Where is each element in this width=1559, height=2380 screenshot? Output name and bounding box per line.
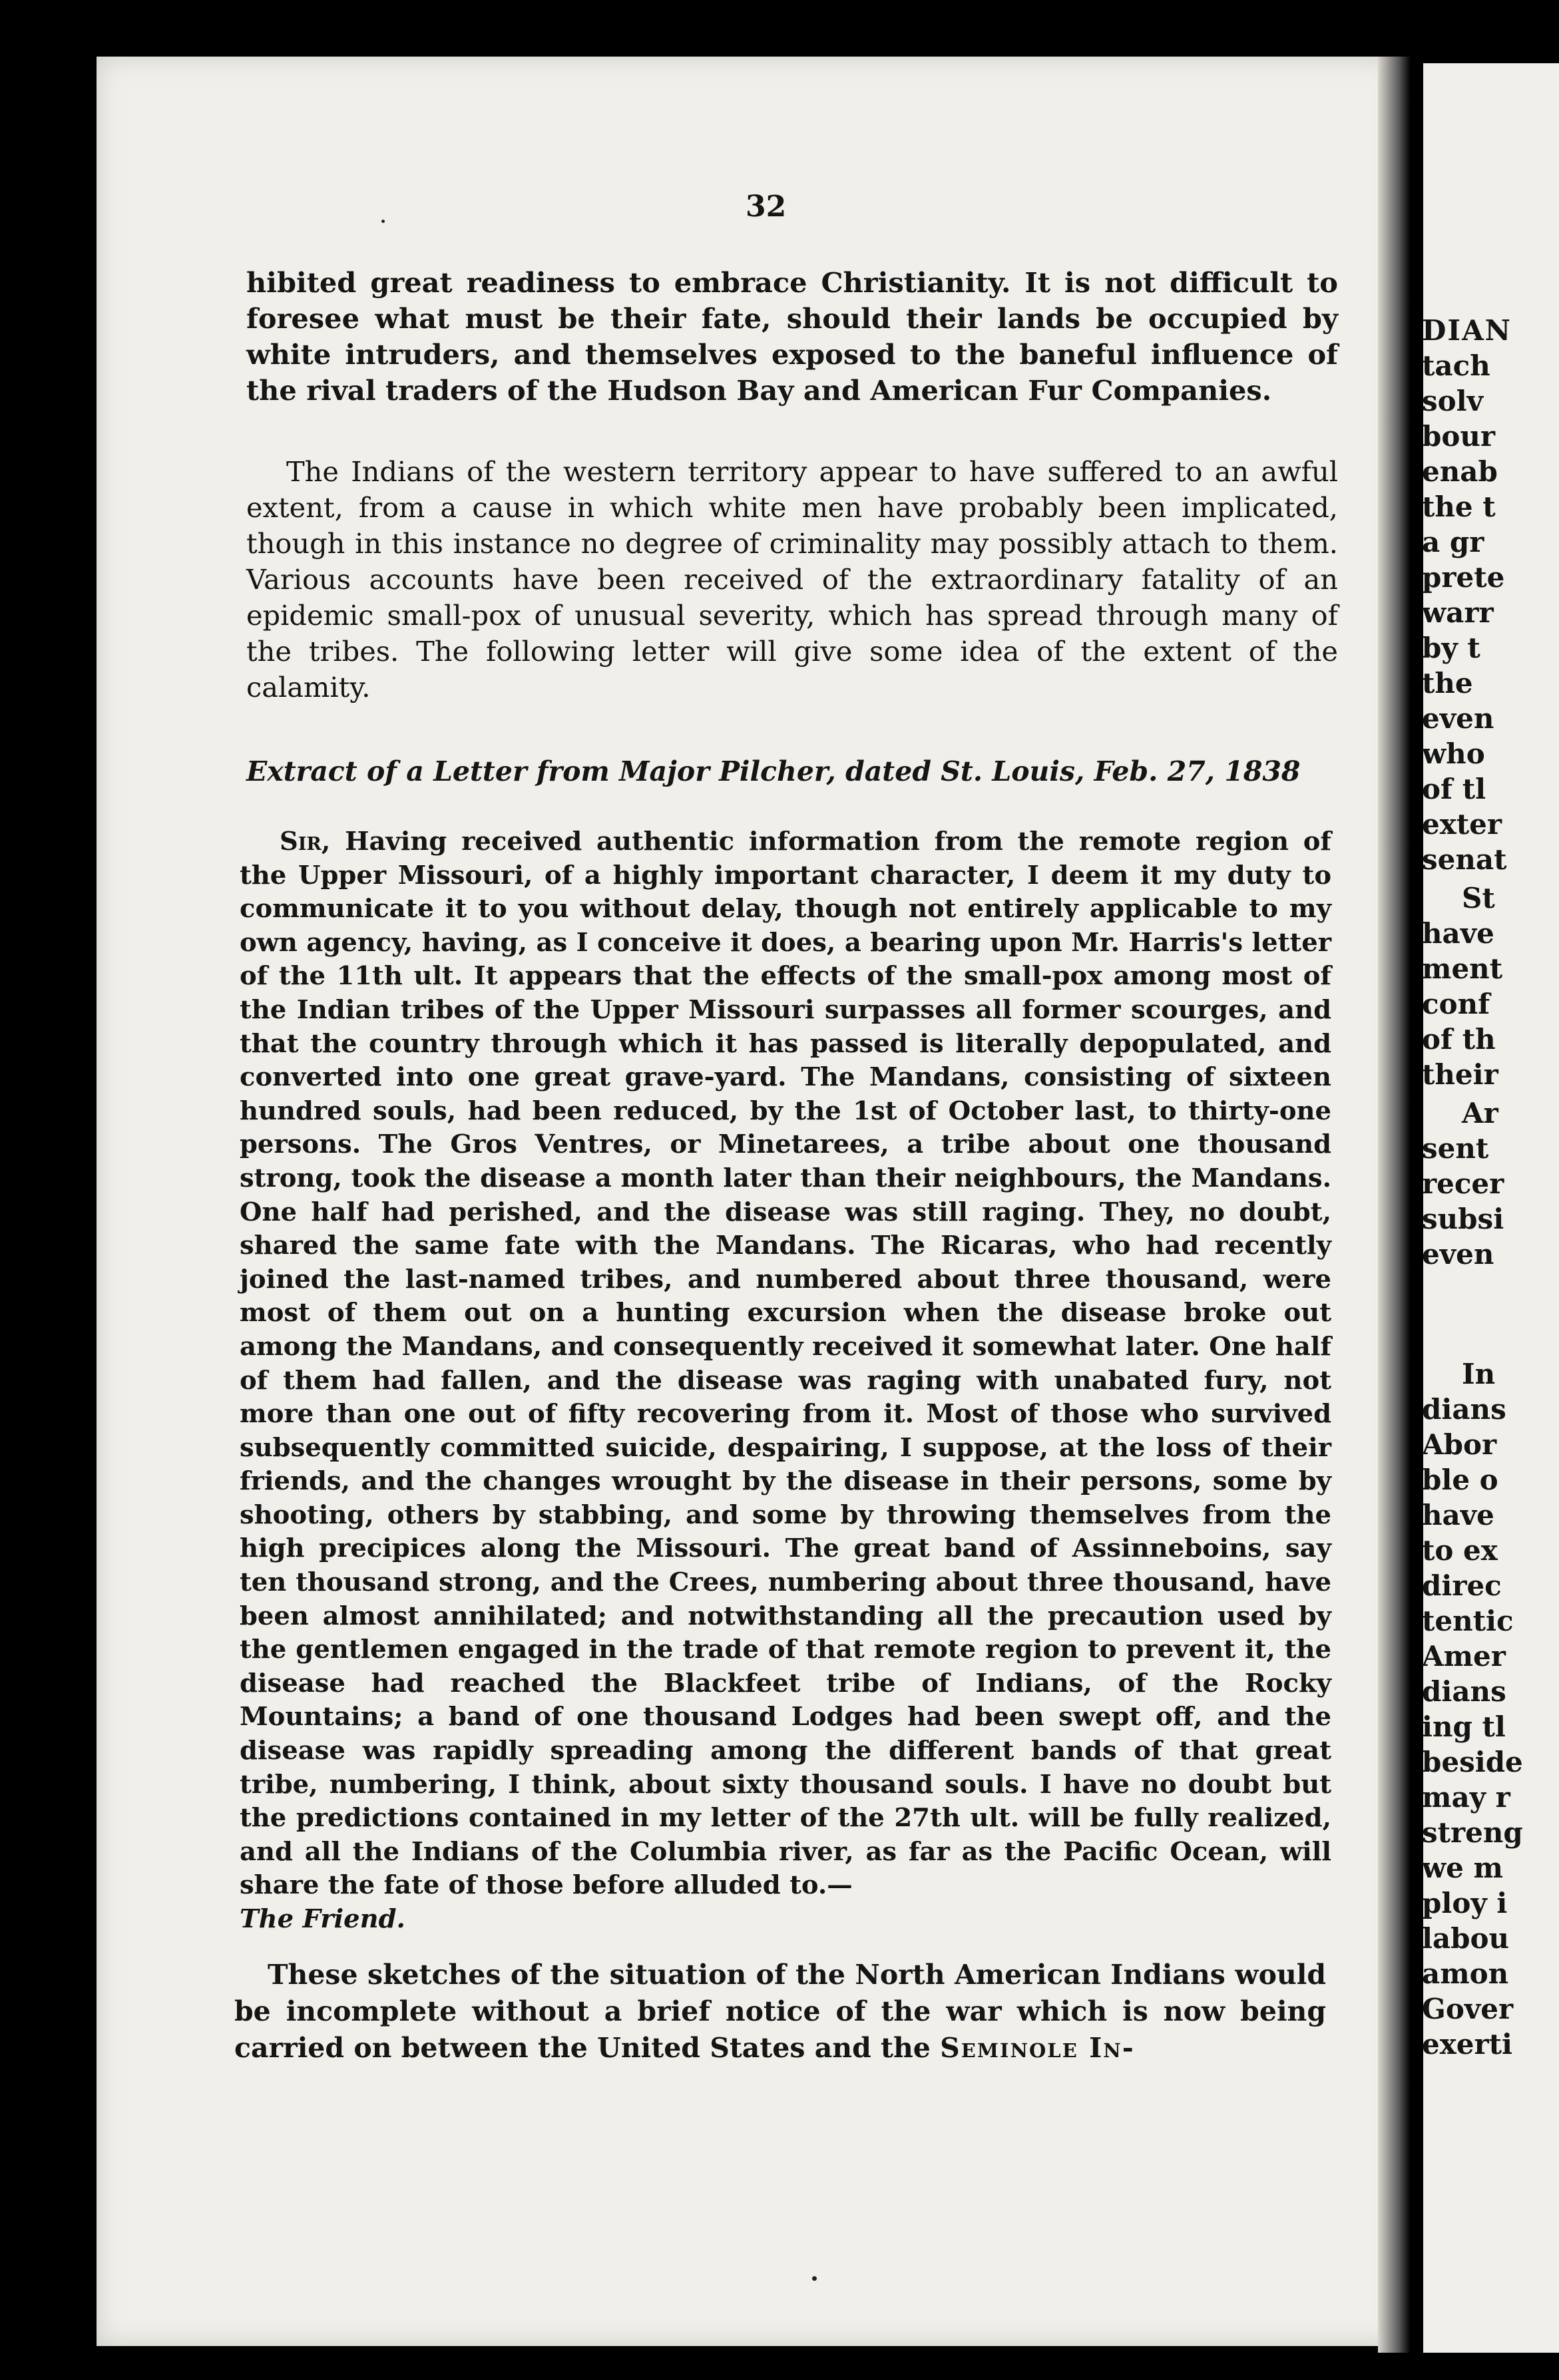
right-page-line: of th (1422, 1023, 1496, 1056)
right-page-line: streng (1422, 1816, 1523, 1849)
right-page-line: of tl (1422, 773, 1486, 805)
paragraph-seminole-text: These sketches of the situation of the North American Indians would be incomplete without a brief notice of the war which is now being carried on between the United States and the (234, 1959, 1326, 2064)
right-page-line: In (1462, 1358, 1496, 1390)
right-page-line: have (1422, 1499, 1494, 1531)
right-page-line: direc (1422, 1569, 1502, 1602)
right-page-line: may r (1422, 1781, 1510, 1814)
letter-body (240, 825, 1331, 1937)
right-page-line: beside (1422, 1746, 1523, 1778)
paragraph-smallpox-intro-text: The Indians of the western territory appear to have suffered to an awful extent, from a cause in which white men have probably been implicated, though in this instance no degree of criminality may possibly attach to them. Various accounts have been received of the extraordinary fatality of an epidemic small-pox of unusual severity, which has spread through many of the tribes. The following letter will give some idea of the extent of the calamity. (246, 455, 1338, 703)
right-page-line: enab (1422, 455, 1498, 488)
seminole-caps: Seminole In- (940, 2032, 1135, 2064)
letter-source: The Friend. (240, 1904, 405, 1934)
page-number: 32 (746, 190, 787, 224)
extract-heading: Extract of a Letter from Major Pilcher, dated St. Louis, Feb. 27, 1838 (246, 755, 1301, 787)
right-page-line: the (1422, 667, 1473, 699)
right-page-line: sent (1422, 1132, 1489, 1165)
right-page-line: St (1462, 882, 1495, 914)
right-page-line: their (1422, 1058, 1498, 1091)
right-page-line: to ex (1422, 1534, 1498, 1567)
right-page-line: the t (1422, 491, 1496, 523)
right-page-line: senat (1422, 843, 1507, 876)
right-page-line: even (1422, 702, 1494, 735)
right-page-line: ment (1422, 952, 1503, 985)
right-page-line: warr (1422, 596, 1494, 629)
right-page-line: a gr (1422, 526, 1484, 558)
page-mark-dot (381, 220, 385, 223)
right-page-line: bour (1422, 420, 1496, 453)
right-page-line: ploy i (1422, 1887, 1508, 1919)
right-page-line: even (1422, 1238, 1494, 1271)
right-page-line: ble o (1422, 1464, 1498, 1496)
right-page-line: dians (1422, 1393, 1506, 1426)
right-page-line: subsi (1422, 1203, 1504, 1235)
right-page-line: Amer (1422, 1640, 1506, 1673)
right-page-line: who (1422, 737, 1485, 770)
book-gutter (1378, 57, 1425, 2353)
right-page-line: tach (1422, 349, 1490, 382)
right-page-line: we m (1422, 1852, 1503, 1884)
right-page-line: exerti (1422, 2028, 1512, 2061)
right-page-line: solv (1422, 385, 1484, 417)
right-page-line: by t (1422, 632, 1480, 664)
right-page-line: tentic (1422, 1605, 1514, 1637)
paragraph-seminole (234, 1957, 1326, 2067)
paragraph-christianity: hibited great readiness to embrace Christianity. It is not difficult to foresee what must be their fate, should their lands be occupied by white intruders, and themselves exposed to the baneful influence of the rival traders of the Hudson Bay and American Fur Companies. (246, 266, 1338, 407)
right-page-line: Abor (1422, 1428, 1497, 1461)
letter-text: Having received authentic information from the remote region of the Upper Missouri, of a highly important character, I deem it my duty to communicate it to you without delay, though not entirely applicable to my own agency, having, as I conceive it does, a bearing upon Mr. Harris's letter of the 11th ult. It appears that the effects of the small-pox among most of the Indian tribes of the Upper Missouri surpasses all former scourges, and that the country through which it has passed is literally depopulated, and converted into one great grave-yard. The Mandans, consisting of sixteen hundred souls, had been reduced, by the 1st of October last, to thirty-one persons. The Gros Ventres, or Minetarees, a tribe about one thousand strong, took the disease a month later than their neighbours, the Mandans. One half had perished, and the disease was still raging. They, no doubt, shared the same fate with the Mandans. The Ricaras, who had recently joined the last-named tribes, and numbered about three thousand, were most of them out on a hunting excursion when the disease broke out among the Mandans, and consequently received it somewhat later. One half of them had fallen, and the disease was raging with unabated fury, not more than one out of fifty recovering from it. Most of those who survived subsequently committed suicide, despairing, I suppose, at the loss of their friends, and the changes wrought by the disease in their persons, some by shooting, others by stabbing, and some by throwing themselves from the high precipices along the Missouri. The great band of Assinneboins, say ten thousand strong, and the Crees, numbering about three thousand, have been almost annihilated; and notwithstanding all the precaution used by the gentlemen engaged in the trade of that remote region to prevent it, the disease had reached the Blackfeet tribe of Indians, of the Rocky Mountains; a band of one thousand Lodges had been swept off, and the disease was rapidly spreading among the different bands of that great tribe, numbering, I think, about sixty thousand souls. I have no doubt but the predictions contained in my letter of the 27th ult. will be fully realized, and all the Indians of the Columbia river, as far as the Pacific Ocean, will share the fate of those before alluded to.— (240, 827, 1331, 1901)
right-page-line: have (1422, 917, 1494, 950)
right-page-line: amon (1422, 1957, 1509, 1990)
right-page-line: recer (1422, 1167, 1504, 1200)
paragraph-smallpox-intro (246, 454, 1338, 705)
right-page-line: conf (1422, 988, 1490, 1020)
right-page-line: Gover (1422, 1993, 1514, 2025)
right-page-line: labou (1422, 1922, 1510, 1955)
right-page-line: Ar (1462, 1097, 1498, 1129)
page-mark-dot (812, 2276, 817, 2281)
right-page-line: prete (1422, 561, 1505, 594)
right-page-line: dians (1422, 1675, 1506, 1708)
right-page-line: exter (1422, 808, 1502, 841)
right-page-line: DIAN (1422, 314, 1512, 347)
right-page-line: ing tl (1422, 1710, 1506, 1743)
letter-salutation: Sir, (280, 827, 331, 857)
